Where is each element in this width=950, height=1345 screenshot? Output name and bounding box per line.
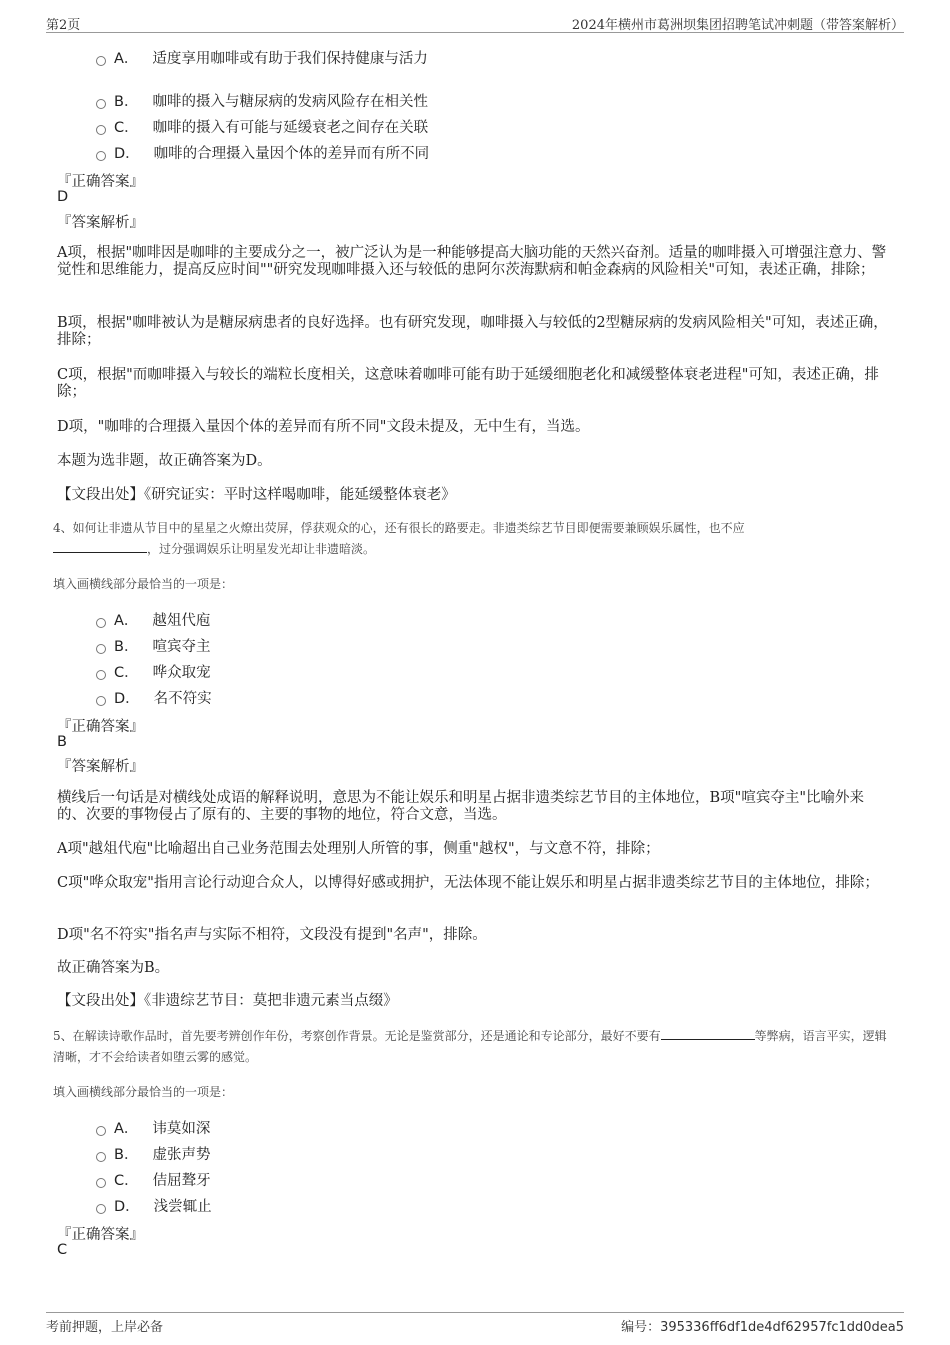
- radio-icon[interactable]: [96, 644, 106, 654]
- radio-icon[interactable]: [96, 1126, 106, 1136]
- q4-analysis-para: D项"名不符实"指名声与实际不相符，文段没有提到"名声"，排除。: [57, 927, 487, 943]
- q5-answer-label: 『正确答案』: [57, 1227, 144, 1243]
- q3-analysis-label: 『答案解析』: [57, 215, 144, 231]
- radio-icon[interactable]: [96, 1152, 106, 1162]
- fill-blank: [53, 540, 147, 553]
- q3-option-c[interactable]: C． 咖啡的摄入有可能与延缓衰老之间存在关联: [96, 116, 428, 137]
- q5-answer: C: [57, 1242, 68, 1258]
- q4-fill-prompt: 填入画横线部分最恰当的一项是：: [53, 577, 234, 591]
- q4-option-d[interactable]: D． 名不符实: [96, 687, 212, 708]
- radio-icon[interactable]: [96, 696, 106, 706]
- fill-blank: [661, 1027, 755, 1040]
- radio-icon[interactable]: [96, 618, 106, 628]
- radio-icon[interactable]: [96, 670, 106, 680]
- q3-analysis-para: A项，根据"咖啡因是咖啡的主要成分之一，被广泛认为是一种能够提高大脑功能的天然兴奋剂。适量的咖啡摄入可增强注意力、警觉性和思维能力，提高反应时间""研究发现咖啡摄入还与较低的患阿尔茨海默病和帕金森病的风险相关"可知，表述正确，排除；: [57, 245, 887, 278]
- radio-icon[interactable]: [96, 56, 106, 66]
- q3-analysis-para: D项，"咖啡的合理摄入量因个体的差异而有所不同"文段未提及，无中生有，当选。: [57, 419, 590, 435]
- q3-conclusion: 本题为选非题，故正确答案为D。: [57, 453, 272, 469]
- q4-answer-label: 『正确答案』: [57, 719, 144, 735]
- q3-answer: D: [57, 189, 69, 205]
- q3-analysis-para: B项，根据"咖啡被认为是糖尿病患者的良好选择。也有研究发现，咖啡摄入与较低的2型糖尿病的发病风险相关"可知，表述正确，排除；: [57, 315, 888, 348]
- footer-slogan: 考前押题，上岸必备: [46, 1320, 164, 1335]
- radio-icon[interactable]: [96, 99, 106, 109]
- q4-answer: B: [57, 734, 67, 750]
- q4-analysis-para: C项"哗众取宠"指用言论行动迎合众人，以博得好感或拥护，无法体现不能让娱乐和明星占据非遗类综艺节目的主体地位，排除；: [57, 875, 879, 891]
- q4-option-a[interactable]: A． 越俎代庖: [96, 609, 210, 630]
- q3-source: 【文段出处】《研究证实：平时这样喝咖啡，能延缓整体衰老》: [57, 487, 456, 503]
- page-footer: [46, 1312, 904, 1335]
- q3-analysis-para: C项，根据"而咖啡摄入与较长的端粒长度相关，这意味着咖啡可能有助于延缓细胞老化和减缓整体衰老进程"可知，表述正确，排除；: [57, 367, 879, 400]
- radio-icon[interactable]: [96, 1178, 106, 1188]
- q5-option-b[interactable]: B． 虚张声势: [96, 1143, 210, 1164]
- q4-source: 【文段出处】《非遗综艺节目：莫把非遗元素当点缀》: [57, 993, 398, 1009]
- q4-conclusion: 故正确答案为B。: [57, 960, 170, 976]
- q4-analysis-label: 『答案解析』: [57, 759, 144, 775]
- document-code: 编号：395336ff6df1de4df62957fc1dd0dea5: [621, 1320, 904, 1335]
- q5-option-c[interactable]: C． 佶屈聱牙: [96, 1169, 211, 1190]
- q4-analysis-para: A项"越俎代庖"比喻超出自己业务范围去处理别人所管的事，侧重"越权"，与文意不符，排除；: [57, 841, 660, 857]
- q4-analysis-para: 横线后一句话是对横线处成语的解释说明，意思为不能让娱乐和明星占据非遗类综艺节目的主体地位，B项"喧宾夺主"比喻外来的、次要的事物侵占了原有的、主要的事物的地位，符合文意，当选。: [57, 790, 864, 823]
- radio-icon[interactable]: [96, 1204, 106, 1214]
- q3-option-d[interactable]: D． 咖啡的合理摄入量因个体的差异而有所不同: [96, 142, 429, 163]
- q5-stem: 5、在解读诗歌作品时，首先要考辨创作年份，考察创作背景。无论是鉴赏部分，还是通论和专论部分，最好不要有 等弊病，语言平实，逻辑清晰，才不会给读者如堕云雾的感觉。: [53, 1029, 887, 1064]
- radio-icon[interactable]: [96, 125, 106, 135]
- radio-icon[interactable]: [96, 151, 106, 161]
- q5-option-d[interactable]: D． 浅尝辄止: [96, 1195, 212, 1216]
- q3-option-a[interactable]: A． 适度享用咖啡或有助于我们保持健康与活力: [96, 47, 428, 68]
- q3-answer-label: 『正确答案』: [57, 174, 144, 190]
- q5-fill-prompt: 填入画横线部分最恰当的一项是：: [53, 1085, 234, 1099]
- q5-option-a[interactable]: A． 讳莫如深: [96, 1117, 210, 1138]
- q4-option-b[interactable]: B． 喧宾夺主: [96, 635, 210, 656]
- page-number: 第2页: [46, 18, 81, 33]
- q4-option-c[interactable]: C． 哗众取宠: [96, 661, 211, 682]
- q3-option-b[interactable]: B． 咖啡的摄入与糖尿病的发病风险存在相关性: [96, 90, 428, 111]
- page-header: [46, 14, 904, 33]
- q4-stem: 4、如何让非遗从节目中的星星之火燎出荧屏，俘获观众的心，还有很长的路要走。非遗类综艺节目即便需要兼顾娱乐属性，也不应 ，过分强调娱乐让明星发光却让非遗暗淡。: [53, 521, 745, 556]
- document-title: 2024年横州市葛洲坝集团招聘笔试冲刺题（带答案解析）: [571, 18, 904, 33]
